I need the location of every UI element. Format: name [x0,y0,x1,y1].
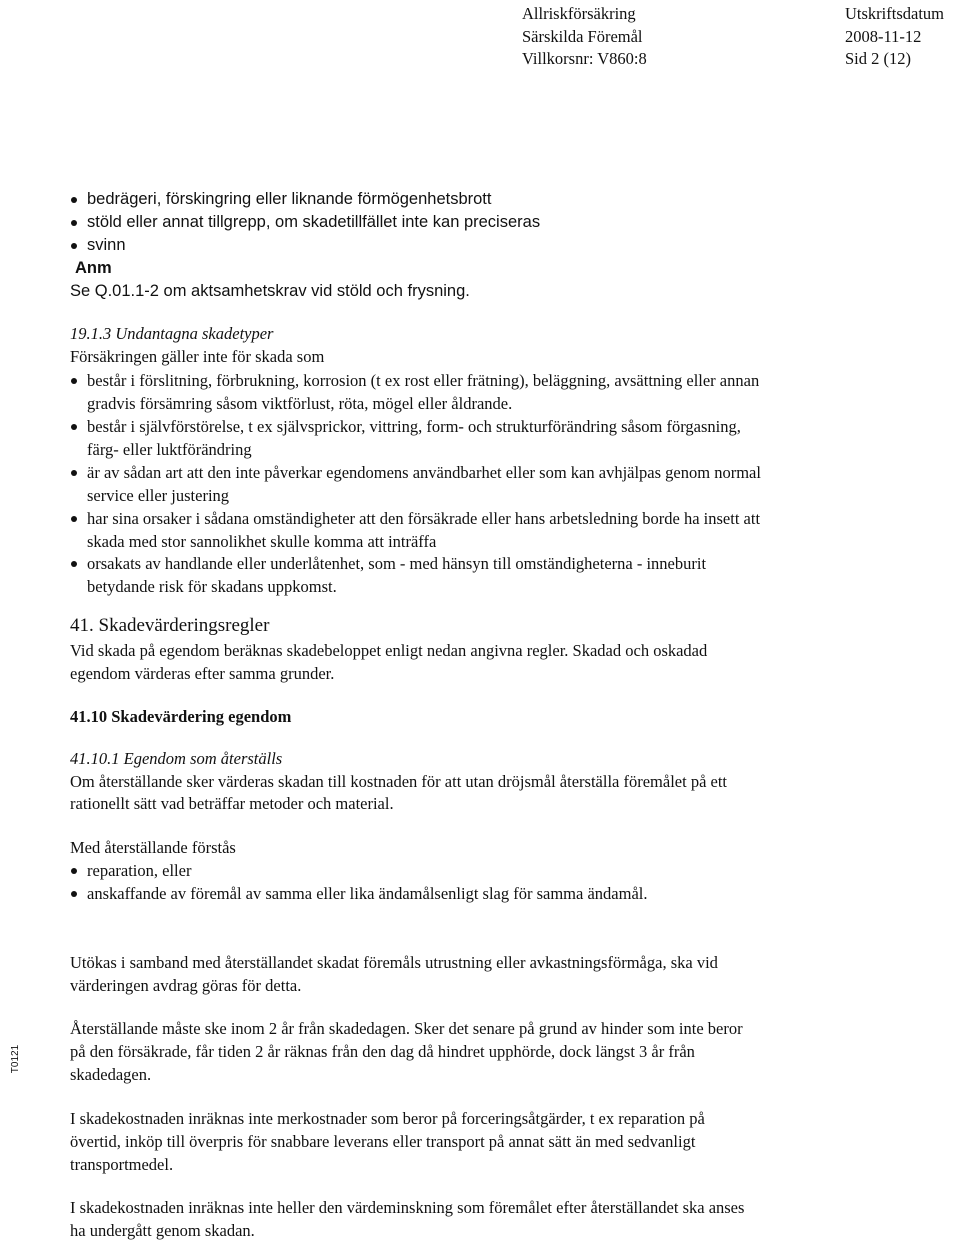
section-intro: Försäkringen gäller inte för skada som [70,347,325,366]
paragraph-line: transportmedel. [70,1155,174,1174]
section-heading-41-10: 41.10 Skadevärdering egendom [70,707,292,726]
list-item: reparation, eller [87,861,192,880]
section-heading-19-1-3: 19.1.3 Undantagna skadetyper [70,324,274,343]
header-subtitle: Särskilda Föremål [522,27,643,46]
list-item-line: orsakats av handlande eller underlåtenhet, som - med hänsyn till omständigheterna - inneburit [87,554,707,573]
paragraph-line: ha undergått genom skadan. [70,1221,255,1240]
list-item-line: färg- eller luktförändring [87,440,252,459]
list-item-line: betydande risk för skadans uppkomst. [87,577,337,596]
list-item-line: service eller justering [87,486,230,505]
section-heading-41: 41. Skadevärderingsregler [70,615,270,636]
paragraph-line: skadedagen. [70,1065,152,1084]
list-item: anskaffande av föremål av samma eller lika ändamålsenligt slag för samma ändamål. [87,884,648,903]
list-item-line: består i självförstörelse, t ex självsprickor, vittring, form- och strukturförändring såsom förgasning, [87,417,741,436]
paragraph-line: Vid skada på egendom beräknas skadebeloppet enligt nedan angivna regler. Skadad och oskadad [70,641,708,660]
paragraph-line: Om återställande sker värderas skadan till kostnaden för att utan dröjsmål återställa föremålet på ett [70,772,728,791]
paragraph-line: på den försäkrade, får tiden 2 år räknas från den dag då hindret upphörde, dock längst 3 år från [70,1042,695,1061]
list-item-line: skada med stor sannolikhet skulle komma att inträffa [87,532,437,551]
bullet-icon [71,868,77,874]
list-item: svinn [87,236,126,254]
list-item-line: gradvis försämring såsom viktförlust, röta, mögel eller åldrande. [87,394,513,413]
paragraph-line: Återställande måste ske inom 2 år från skadedagen. Sker det senare på grund av hinder som inte beror [70,1019,743,1038]
paragraph-line: Med återställande förstås [70,838,236,857]
paragraph-line: I skadekostnaden inräknas inte merkostnader som beror på forceringsåtgärder, t ex reparation på [70,1109,705,1128]
header-product: Allriskförsäkring [522,4,636,23]
bullet-icon [71,424,77,430]
header-print-date: 2008-11-12 [845,27,922,46]
header-terms-number: Villkorsnr: V860:8 [522,49,647,68]
list-item: stöld eller annat tillgrepp, om skadetillfället inte kan preciseras [87,213,541,231]
bullet-icon [71,516,77,522]
paragraph-line: I skadekostnaden inräknas inte heller den värdeminskning som föremålet efter återställandet ska anses [70,1198,745,1217]
bullet-icon [71,243,77,249]
paragraph-line: rationellt sätt vad beträffar metoder och material. [70,794,394,813]
bullet-icon [71,561,77,567]
paragraph-line: egendom värderas efter samma grunder. [70,664,335,683]
list-item-line: består i förslitning, förbrukning, korrosion (t ex rost eller frätning), beläggning, avsättning eller annan [87,371,760,390]
bullet-icon [71,197,77,203]
anm-label: Anm [75,259,112,277]
list-item-line: är av sådan art att den inte påverkar egendomens användbarhet eller som kan avhjälpas genom normal [87,463,761,482]
paragraph-line: värderingen avdrag göras för detta. [70,976,302,995]
anm-text: Se Q.01.1-2 om aktsamhetskrav vid stöld och frysning. [70,282,470,300]
header-page-number: Sid 2 (12) [845,49,911,68]
list-item: bedrägeri, förskingring eller liknande förmögenhetsbrott [87,190,492,208]
paragraph-line: Utökas i samband med återställandet skadat föremåls utrustning eller avkastningsförmåga, ska vid [70,953,718,972]
bullet-icon [71,378,77,384]
paragraph-line: övertid, inköp till överpris för snabbare leverans eller transport på annat sätt än med sedvanligt [70,1132,696,1151]
form-code: T0121 [10,1044,21,1074]
bullet-icon [71,470,77,476]
bullet-icon [71,891,77,897]
list-item-line: har sina orsaker i sådana omständigheter att den försäkrade eller hans arbetsledning borde ha insett att [87,509,761,528]
bullet-icon [71,220,77,226]
section-heading-41-10-1: 41.10.1 Egendom som återställs [70,749,283,768]
header-print-date-label: Utskriftsdatum [845,4,944,23]
